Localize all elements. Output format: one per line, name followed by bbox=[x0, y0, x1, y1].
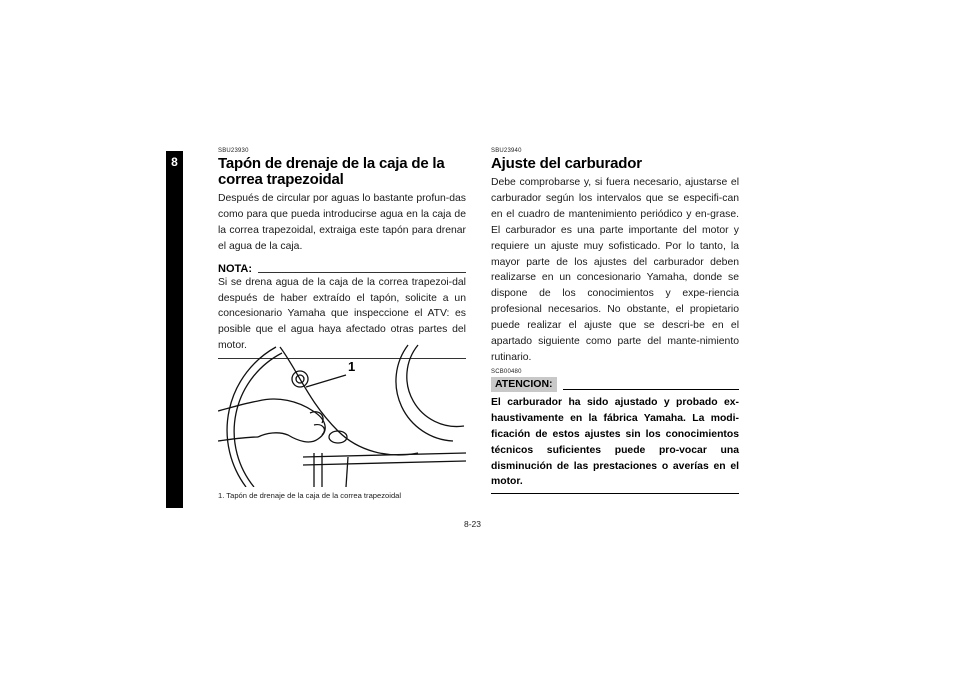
drain-plug-illustration bbox=[218, 341, 466, 487]
chapter-tab bbox=[166, 151, 183, 508]
left-column bbox=[218, 148, 466, 359]
caution-label: ATENCION: bbox=[491, 377, 557, 392]
page-number: 8-23 bbox=[464, 519, 482, 529]
section-body: Después de circular por aguas lo bastante profun-das como para que pueda introducirse agua en la caja de la correa trapezoidal, extraiga este tapón para drenar el agua de la caja. bbox=[218, 193, 466, 252]
right-column bbox=[491, 148, 739, 494]
section-body: Debe comprobarse y, si fuera necesario, ajustarse el carburador según los intervalos que se especifi-can en el cuadro de mantenimiento periódico y en-grase. El carburador es una parte importante del motor y requiere un ajuste muy sofisticado. Por lo tanto, la mayor parte de los ajustes del carburador deben realizarse en un concesionario Yamaha, donde se dispone de los conocimientos y expe-riencia profesional necesarios. No obstante, el propietario puede realizar el ajuste que se descri-be en el apartado siguiente como parte del mante-nimiento rutinario. bbox=[491, 177, 739, 363]
note-label: NOTA: bbox=[218, 262, 253, 275]
note-rule bbox=[258, 272, 466, 273]
caution-end-rule bbox=[491, 493, 739, 494]
section-title: Tapón de drenaje de la caja de la correa trapezoidal bbox=[218, 155, 445, 188]
figure-callout: 1 bbox=[348, 359, 356, 374]
figure-caption: 1. Tapón de drenaje de la caja de la correa trapezoidal bbox=[218, 491, 402, 500]
section-title: Ajuste del carburador bbox=[491, 155, 642, 172]
chapter-number: 8 bbox=[171, 155, 178, 169]
caution-code: SCB00480 bbox=[491, 368, 522, 375]
section-code: SBU23940 bbox=[491, 148, 522, 154]
caution-header bbox=[491, 377, 739, 393]
caution-rule bbox=[563, 389, 739, 390]
section-code: SBU23930 bbox=[218, 148, 249, 154]
note-text: Si se drena agua de la caja de la correa trapezoi-dal después de haber extraído el tapón, solicite a un concesionario Yamaha que inspeccione el ATV: es posible que el agua haya afectado otras partes del motor. bbox=[218, 276, 466, 352]
wheel-arc-left bbox=[227, 347, 276, 487]
note-header bbox=[218, 261, 466, 275]
caution-text: El carburador ha sido ajustado y probado ex-haustivamente en la fábrica Yamaha. La modi-ficación de estos ajustes sin los conocimientos técnicos suficientes puede pro-vocar una disminución de las prestaciones o averías en el motor. bbox=[491, 396, 739, 488]
